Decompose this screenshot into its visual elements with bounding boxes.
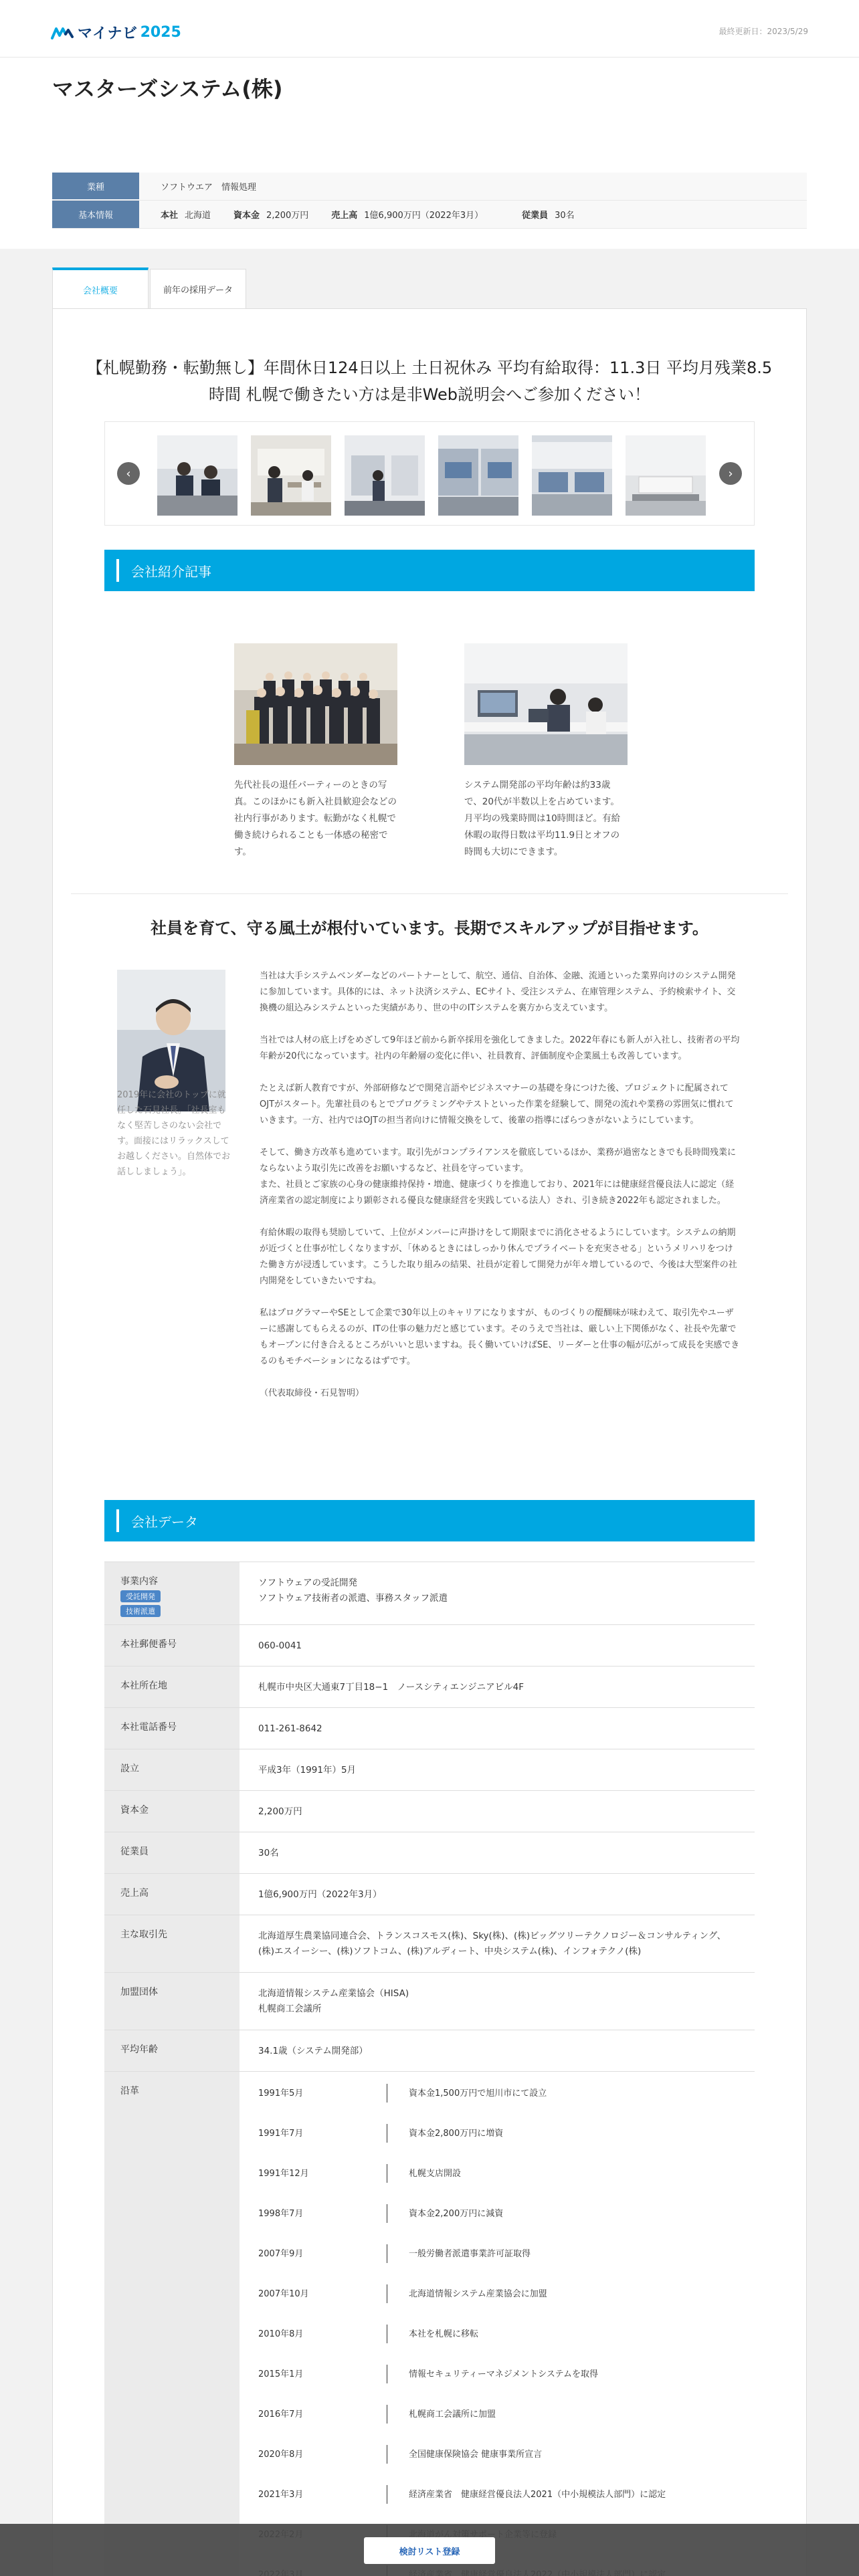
- carousel-prev-button[interactable]: ‹: [117, 462, 140, 485]
- basic-item: 資本金 2,200万円: [233, 211, 309, 221]
- data-value: 北海道情報システム産業協会（HISA) 札幌商工会議所: [258, 1988, 409, 2014]
- history-item: 1998年7月 資本金2,200万円に減資: [258, 2193, 736, 2234]
- data-label: 本社所在地: [104, 1667, 240, 1707]
- carousel-photo[interactable]: [438, 435, 518, 516]
- page-tabs: [52, 267, 246, 309]
- industry-label: 業種: [52, 173, 139, 200]
- industry-row: [52, 173, 807, 201]
- article-caption: 先代社長の退任パーティーのときの写真。このほかにも新入社員歓迎会などの社内行事があります。転勤がなく札幌で働き続けられることも一体感の秘密です。: [234, 780, 397, 857]
- data-label: 資本金: [104, 1791, 240, 1832]
- portrait-caption: 2019年に会社のトップに就任した石見社長。「社長室もなく堅苦しさのない会社です。面接にはリラックスしてお越しください。自然体でお話ししましょう」。: [117, 1090, 231, 1177]
- company-summary-table: [52, 173, 807, 229]
- data-value: 2,200万円: [258, 1806, 302, 1817]
- company-name: マスターズシステム(株): [52, 76, 283, 102]
- carousel-thumbnails: [157, 435, 706, 516]
- data-row: [104, 1832, 755, 1874]
- carousel-photo[interactable]: [251, 435, 331, 516]
- message-paragraph: 当社は大手システムベンダーなどのパートナーとして、航空、通信、自治体、金融、流通といった業界向けのシステム開発に参加しています。具体的には、ネット決済システム、ECサイト、受注システム、在庫管理システム、予約検索サイト、交換機の組込みシステムといった実績があり、世の中のITシステムを裏方から支えています。: [260, 971, 736, 1013]
- history-item: 2021年3月 経済産業省 健康経営優良法人2021（中小規模法人部門）に認定: [258, 2474, 736, 2514]
- basic-item: 従業員 30名: [522, 211, 575, 221]
- history-label: 沿革: [104, 2072, 240, 2576]
- data-value: 34.1歳（システム開発部）: [258, 2046, 368, 2056]
- data-row: [104, 2030, 755, 2072]
- history-item: 2010年8月 本社を札幌に移転: [258, 2314, 736, 2354]
- tab-company-overview[interactable]: 会社概要: [52, 267, 149, 309]
- company-data-table: [104, 1562, 755, 2576]
- data-label: 加盟団体: [104, 1973, 240, 2030]
- history-item: 2020年8月 全国健康保険協会 健康事業所宣言: [258, 2434, 736, 2474]
- add-to-consider-list-button[interactable]: 検討リスト登録: [364, 2537, 495, 2564]
- carousel-next-button[interactable]: ›: [719, 462, 742, 485]
- sticky-bottom-bar: [0, 2524, 859, 2576]
- business-tag: 受託開発: [120, 1590, 161, 1602]
- company-data-section-header: 会社データ: [104, 1500, 755, 1541]
- business-label: 事業内容 受託開発 技術派遣: [104, 1562, 240, 1624]
- section-divider: [71, 893, 788, 894]
- history-item: 1991年12月 札幌支店開設: [258, 2153, 736, 2193]
- data-row: [104, 1708, 755, 1749]
- data-label: 本社郵便番号: [104, 1625, 240, 1666]
- data-label: 主な取引先: [104, 1915, 240, 1972]
- data-label: 売上高: [104, 1874, 240, 1915]
- data-value: 011-261-8642: [258, 1723, 322, 1734]
- basic-item: 売上高 1億6,900万円（2022年3月）: [331, 211, 484, 221]
- message-signature: （代表取締役・石見智明）: [260, 1388, 365, 1398]
- data-label: 設立: [104, 1749, 240, 1790]
- history-row: [104, 2072, 755, 2576]
- industry-value: ソフトウエア 情報処理: [161, 183, 257, 193]
- basic-info-values: [139, 208, 575, 221]
- data-row: [104, 1667, 755, 1708]
- data-value: 060-0041: [258, 1640, 302, 1651]
- history-item: 1991年7月 資本金2,800万円に増資: [258, 2113, 736, 2153]
- data-row: [104, 1874, 755, 1915]
- data-label: 平均年齢: [104, 2030, 240, 2071]
- carousel-photo[interactable]: [626, 435, 706, 516]
- carousel-photo[interactable]: [532, 435, 612, 516]
- basic-info-label: 基本情報: [52, 201, 139, 228]
- business-value: ソフトウェアの受託開発 ソフトウェア技術者の派遣、事務スタッフ派遣: [258, 1578, 448, 1604]
- article-caption: システム開発部の平均年齢は約33歳で、20代が半数以上を占めています。月平均の残業時間は10時間ほど。有給休暇の取得日数は平均11.9日とオフの時間も大切にできます。: [464, 780, 621, 857]
- data-value: 平成3年（1991年）5月: [258, 1765, 357, 1776]
- history-item: 2016年7月 札幌商工会議所に加盟: [258, 2394, 736, 2434]
- business-tag: 技術派遣: [120, 1605, 161, 1617]
- message-title: 社員を育て、守る風土が根付いています。長期でスキルアップが目指せます。: [151, 919, 708, 938]
- mynavi-logo[interactable]: [51, 22, 181, 43]
- data-label: 従業員: [104, 1832, 240, 1873]
- data-row: [104, 1749, 755, 1791]
- logo-text: マイナビ: [78, 25, 138, 42]
- articles-section-header: 会社紹介記事: [104, 550, 755, 591]
- message-paragraph: たとえば新人教育ですが、外部研修などで開発言語やビジネスマナーの基礎を身につけた後、プロジェクトに配属されてOJTがスタート。先輩社員のもとでプログラミングやテストといった作業を経験して、開発の流れや業務の雰囲気に慣れていきます。一方、社内ではOJTの担当者向けに情報交換をして、後輩の指導にばらつきがないようにしています。: [260, 1083, 734, 1125]
- data-value: 1億6,900万円（2022年3月）: [258, 1889, 382, 1900]
- message-paragraph: 当社では人材の底上げをめざして9年ほど前から新卒採用を強化してきました。2022年春にも新人が入社し、技術者の平均年齢が20代になっています。社内の年齢層の変化に伴い、社員教育、評価制度や企業風土も改善しています。: [260, 1035, 740, 1061]
- photo-carousel: [104, 421, 755, 526]
- data-row: [104, 1915, 755, 1973]
- data-value: 30名: [258, 1848, 279, 1858]
- data-row: [104, 1973, 755, 2030]
- logo-year: 2025: [140, 24, 181, 41]
- data-row: [104, 1625, 755, 1667]
- business-row: [104, 1562, 755, 1625]
- article-photo: [464, 643, 628, 765]
- site-header: [0, 0, 859, 58]
- history-list: [240, 2072, 755, 2576]
- mynavi-mark-icon: [51, 26, 74, 39]
- history-item: 2015年1月 情報セキュリティーマネジメントシステムを取得: [258, 2354, 736, 2394]
- message-body: [260, 968, 740, 1418]
- tab-previous-recruit-data[interactable]: 前年の採用データ: [150, 269, 246, 309]
- carousel-photo[interactable]: [157, 435, 237, 516]
- article-photo: [234, 643, 397, 765]
- last-updated: 最終更新日：2023/5/29: [719, 27, 808, 36]
- catch-headline: 【札幌勤務・転勤無し】年間休日124日以上 土日祝休み 平均有給取得：11.3日 平均月残業8.5時間 札幌で働きたい方は是非Web説明会へご参加ください！: [86, 358, 773, 404]
- message-paragraph: 有給休暇の取得も奨励していて、上位がメンバーに声掛けをして期限までに消化させるようにしています。システムの納期が近づくと仕事が忙しくなりますが、「休めるときにはしっかり休んでプライベートを充実させる」というメリハリをつけた働き方が浸透しています。こうした取り組みの結果、社員が定着して開発力が年々増しているので、今後は大型案件の社内開発をしていきたいですね。: [260, 1228, 737, 1286]
- message-paragraph: 私はプログラマーやSEとして企業で30年以上のキャリアになりますが、ものづくりの醍醐味が味わえて、取引先やユーザーに感謝してもらえるのが、ITの仕事の魅力だと感じています。そのうえで当社は、厳しい上下関係がなく、社長や先輩でもオープンに付き合えるところがいいと思いますね。長く働いていけばSE、リーダーと仕事の幅が広がって成長を実感できるのもモチベーションになるはずです。: [260, 1308, 740, 1366]
- data-label: 本社電話番号: [104, 1708, 240, 1749]
- history-item: 2007年9月 一般労働者派遣事業許可証取得: [258, 2234, 736, 2274]
- data-value: 北海道厚生農業協同連合会、トランスコスモス(株)、Sky(株)、(株)ビッグツリーテクノロジー＆コンサルティング、(株)エスイーシー、(株)ソフトコム、(株)アルディート、中央システム(株)、インフォテクノ(株): [258, 1931, 727, 1957]
- basic-item: 本社 北海道: [161, 211, 211, 221]
- article-card: [234, 643, 397, 861]
- data-value: 札幌市中央区大通東7丁目18−1 ノースシティエンジニアビル4F: [258, 1682, 524, 1693]
- history-item: 1991年5月 資本金1,500万円で旭川市にて設立: [258, 2073, 736, 2113]
- message-paragraph: そして、働き方改革も進めています。取引先がコンプライアンスを徹底しているほか、業務が過密なときでも長時間残業にならないよう取引先に改善をお願いするなど、社員を守っています。 また、社員とご家族の心身の健康維持保持・増進、健康づくりを推進しており、2021年には健康経営優良法人に認定（経済産業省の認定制度により顕彰される優良な健康経営を実践している法人）され、引き続き2022年も認定されました。: [260, 1148, 737, 1206]
- carousel-photo[interactable]: [345, 435, 425, 516]
- article-card: [464, 643, 628, 861]
- data-row: [104, 1791, 755, 1832]
- history-item: 2007年10月 北海道情報システム産業協会に加盟: [258, 2274, 736, 2314]
- basic-info-row: [52, 201, 807, 229]
